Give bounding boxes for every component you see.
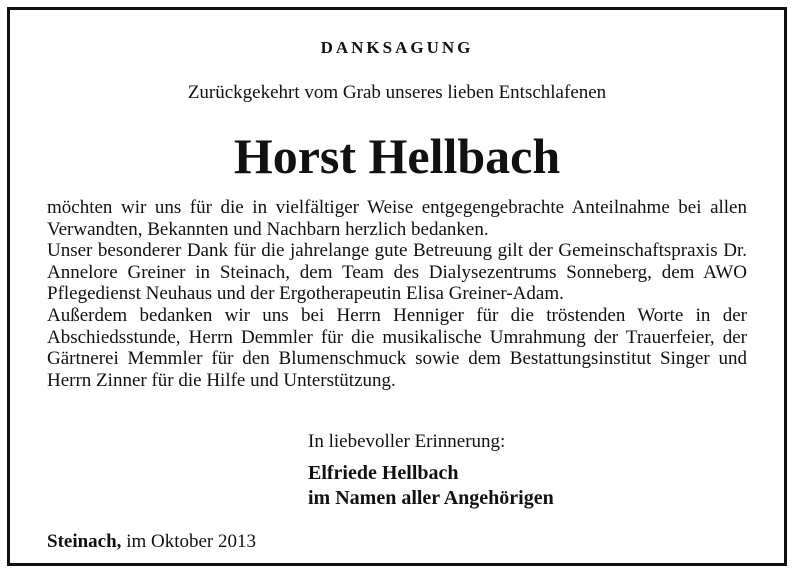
body-paragraph-1: möchten wir uns für die in vielfältiger Weise entgegengebrachte Anteilnahme bei allen Verwandten, Bekannten und Nachbarn herzlich bedanken. (47, 197, 747, 240)
notice-body (47, 197, 747, 391)
body-paragraph-3: Außerdem bedanken wir uns bei Herrn Henniger für die tröstenden Worte in der Abschiedsstunde, Herrn Demmler für die musikalische Umrahmung der Trauerfeier, der Gärtnerei Memmler für den Blumenschmuck sowie dem Bestattungsinstitut Singer und Herrn Zinner für die Hilfe und Unterstützung. (47, 304, 747, 391)
deceased-name: Horst Hellbach (233, 128, 561, 184)
notice-heading: DANKSAGUNG (320, 38, 474, 57)
intro-line: Zurückgekehrt vom Grab unseres lieben Entschlafenen (187, 82, 607, 103)
signer-note: im Namen aller Angehörigen (308, 487, 554, 509)
date: im Oktober 2013 (126, 531, 257, 552)
notice-frame (7, 7, 787, 566)
closing-line: In liebevoller Erinnerung: (308, 431, 506, 452)
signature-block (308, 461, 554, 511)
body-paragraph-2: Unser besonderer Dank für die jahrelange gute Betreuung gilt der Gemeinschaftspraxis Dr. Annelore Greiner in Steinach, dem Team des Dialysezentrums Sonneberg, dem AWO Pflegedienst Neuhaus und der Ergotherapeutin Elisa Greiner-Adam. (47, 240, 747, 305)
place: Steinach, (47, 531, 122, 552)
place-date (47, 531, 256, 553)
signer-name: Elfriede Hellbach (308, 462, 459, 484)
